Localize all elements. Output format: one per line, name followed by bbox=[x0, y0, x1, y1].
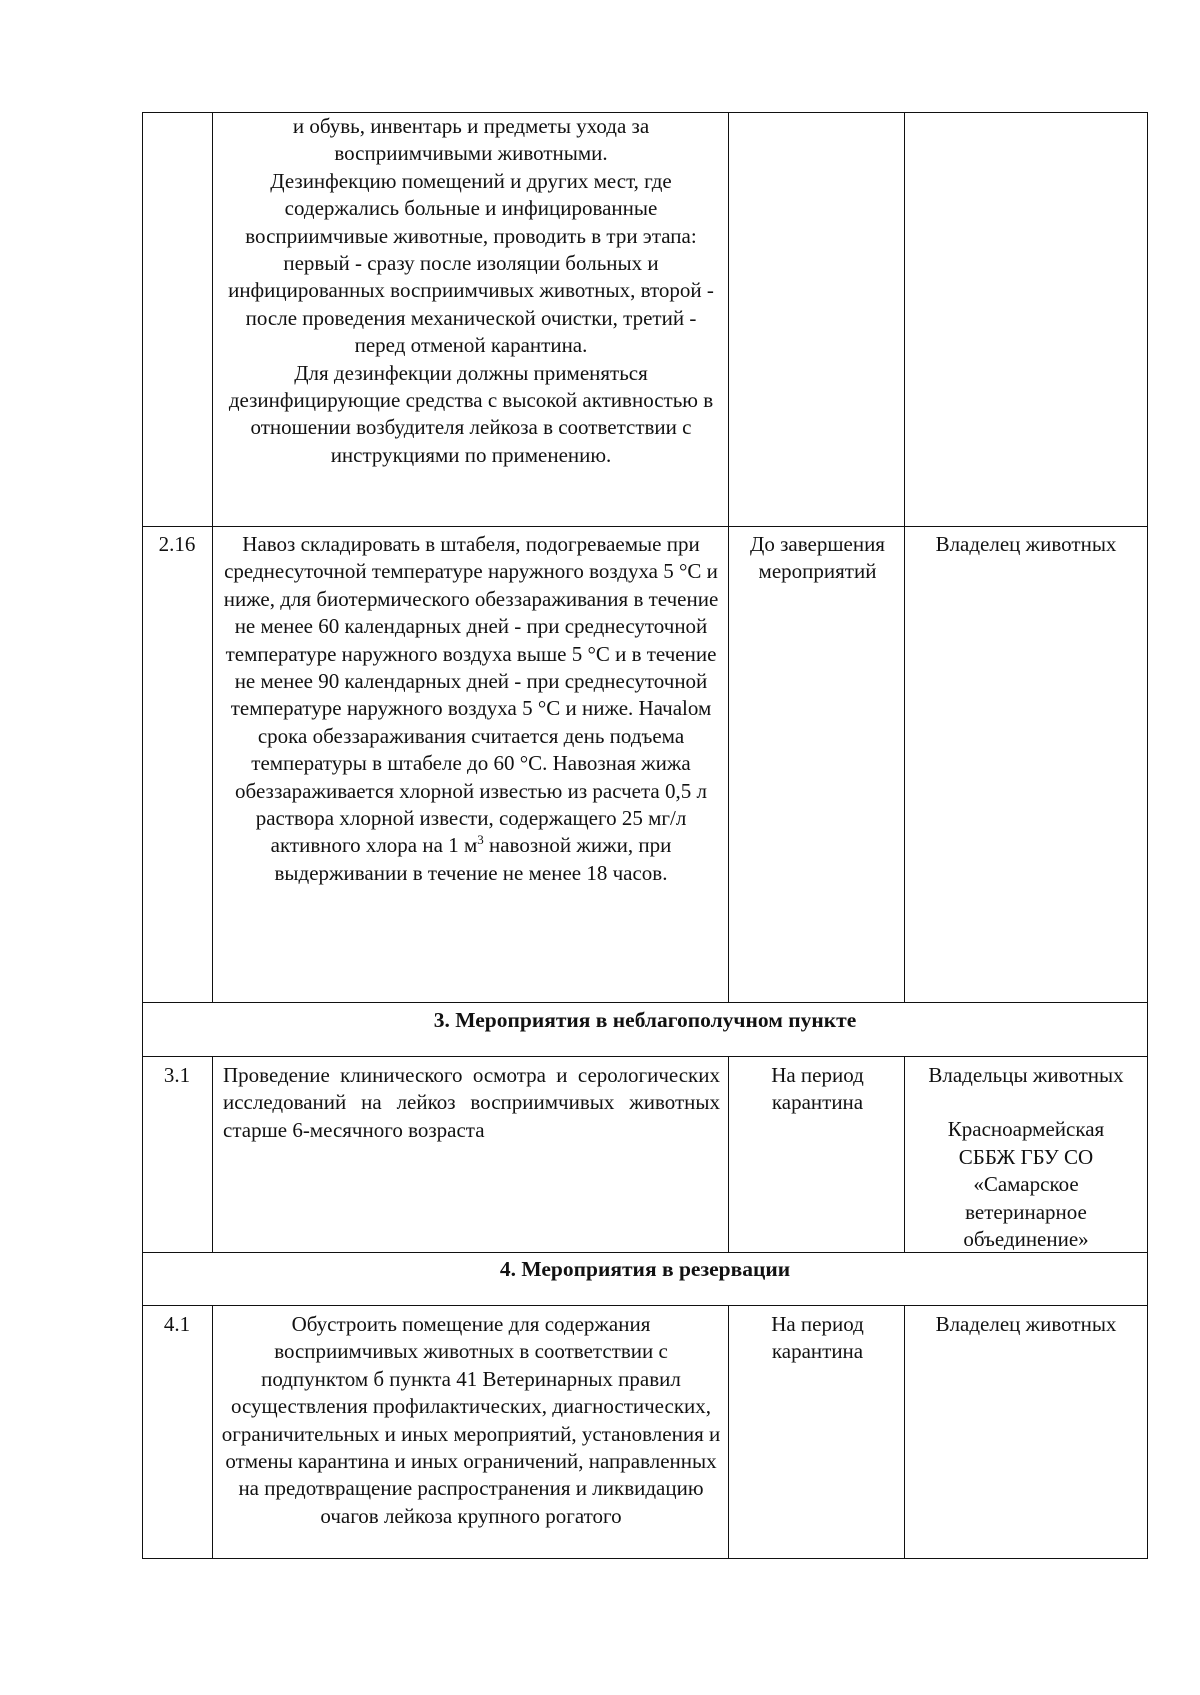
row-2-16-responsible: Владелец животных bbox=[935, 532, 1117, 556]
column-divider bbox=[212, 1056, 213, 1252]
cont-description bbox=[220, 113, 722, 469]
row-divider bbox=[142, 1305, 1148, 1306]
row-4-1-deadline: На период карантина bbox=[771, 1312, 864, 1364]
row-3-1-responsible bbox=[908, 1062, 1144, 1253]
column-divider bbox=[728, 112, 729, 1002]
cont-paragraph-3: Для дезинфекции должны применяться дезинфицирующие средства с высокой активностью в отношении возбудителя лейкоза в соответствии с инструкциями по применению. bbox=[228, 360, 714, 467]
column-divider bbox=[904, 1305, 905, 1558]
section-4-heading: 4. Мероприятия в резервации bbox=[499, 1257, 791, 1281]
row-4-1-responsible: Владелец животных bbox=[935, 1312, 1117, 1336]
row-divider bbox=[142, 1002, 1148, 1003]
column-divider bbox=[212, 1305, 213, 1558]
column-divider bbox=[728, 1056, 729, 1252]
row-3-1-deadline: На период карантина bbox=[771, 1063, 864, 1115]
section-3-heading: 3. Мероприятия в неблагополучном пункте bbox=[433, 1008, 857, 1032]
row-2-16-deadline: До завершения мероприятий bbox=[750, 532, 885, 584]
row-2-16-description-end: навозной жижи, при выдерживании в течение не менее 18 часов. bbox=[274, 833, 672, 885]
row-3-1-number: 3.1 bbox=[163, 1063, 191, 1087]
cont-paragraph-2: Дезинфекцию помещений и других мест, где содержались больные и инфицированные восприимчивые животные, проводить в три этапа: первый - сразу после изоляции больных и инфицированных восприимчивых животных, второй - после проведения механической очистки, третий - перед отменой карантина. bbox=[228, 168, 714, 358]
table-right-border bbox=[1147, 112, 1148, 1559]
row-4-1-description: Обустроить помещение для содержания восприимчивых животных в соответствии с подпунктом б пункта 41 Ветеринарных правил осуществления профилактических, диагностических, ограничительных и иных мероприятий, установления и отмены карантина и иных ограничений, направленных на предотвращение распространения и ликвидацию очагов лейкоза крупного рогатого bbox=[221, 1312, 721, 1528]
row-divider bbox=[142, 526, 1148, 527]
row-2-16-description-main: Навоз складировать в штабеля, подогреваемые при среднесуточной температуре наружного воздуха 5 °С и ниже, для биотермического обеззараживания в течение не менее 60 календарных дней - при среднесуточной температуре наружного воздуха выше 5 °С и в течение не менее 90 календарных дней - при среднесуточной температуре наружного воздуха 5 °С и ниже. Начаlом срока обеззараживания считается день подъема температуры в штабеле до 60 °С. Навозная жижа обеззараживается хлорной известью из расчета 0,5 л раствора хлорной извести, содержащего 25 мг/л активного хлора на 1 м bbox=[223, 532, 719, 858]
row-4-1-number: 4.1 bbox=[163, 1312, 191, 1336]
cont-paragraph-1: и обувь, инвентарь и предметы ухода за восприимчивыми животными. bbox=[292, 114, 650, 166]
column-divider bbox=[904, 1056, 905, 1252]
column-divider bbox=[212, 112, 213, 1002]
row-3-1-responsible-vet-station: Красноармейская СББЖ ГБУ СО «Самарское ветеринарное объединение» bbox=[947, 1117, 1105, 1252]
row-2-16-number: 2.16 bbox=[158, 532, 196, 556]
table-left-border bbox=[142, 112, 143, 1559]
column-divider bbox=[728, 1305, 729, 1558]
row-3-1-description: Проведение клинического осмотра и серологических исследований на лейкоз восприимчивых животных старше 6-месячного возраста bbox=[223, 1063, 720, 1142]
row-divider bbox=[142, 1056, 1148, 1057]
table-bottom-border bbox=[142, 1558, 1148, 1559]
row-3-1-responsible-owners: Владельцы животных bbox=[928, 1063, 1124, 1087]
row-2-16-description bbox=[220, 531, 722, 887]
cubic-superscript: 3 bbox=[477, 832, 484, 848]
column-divider bbox=[904, 112, 905, 1002]
